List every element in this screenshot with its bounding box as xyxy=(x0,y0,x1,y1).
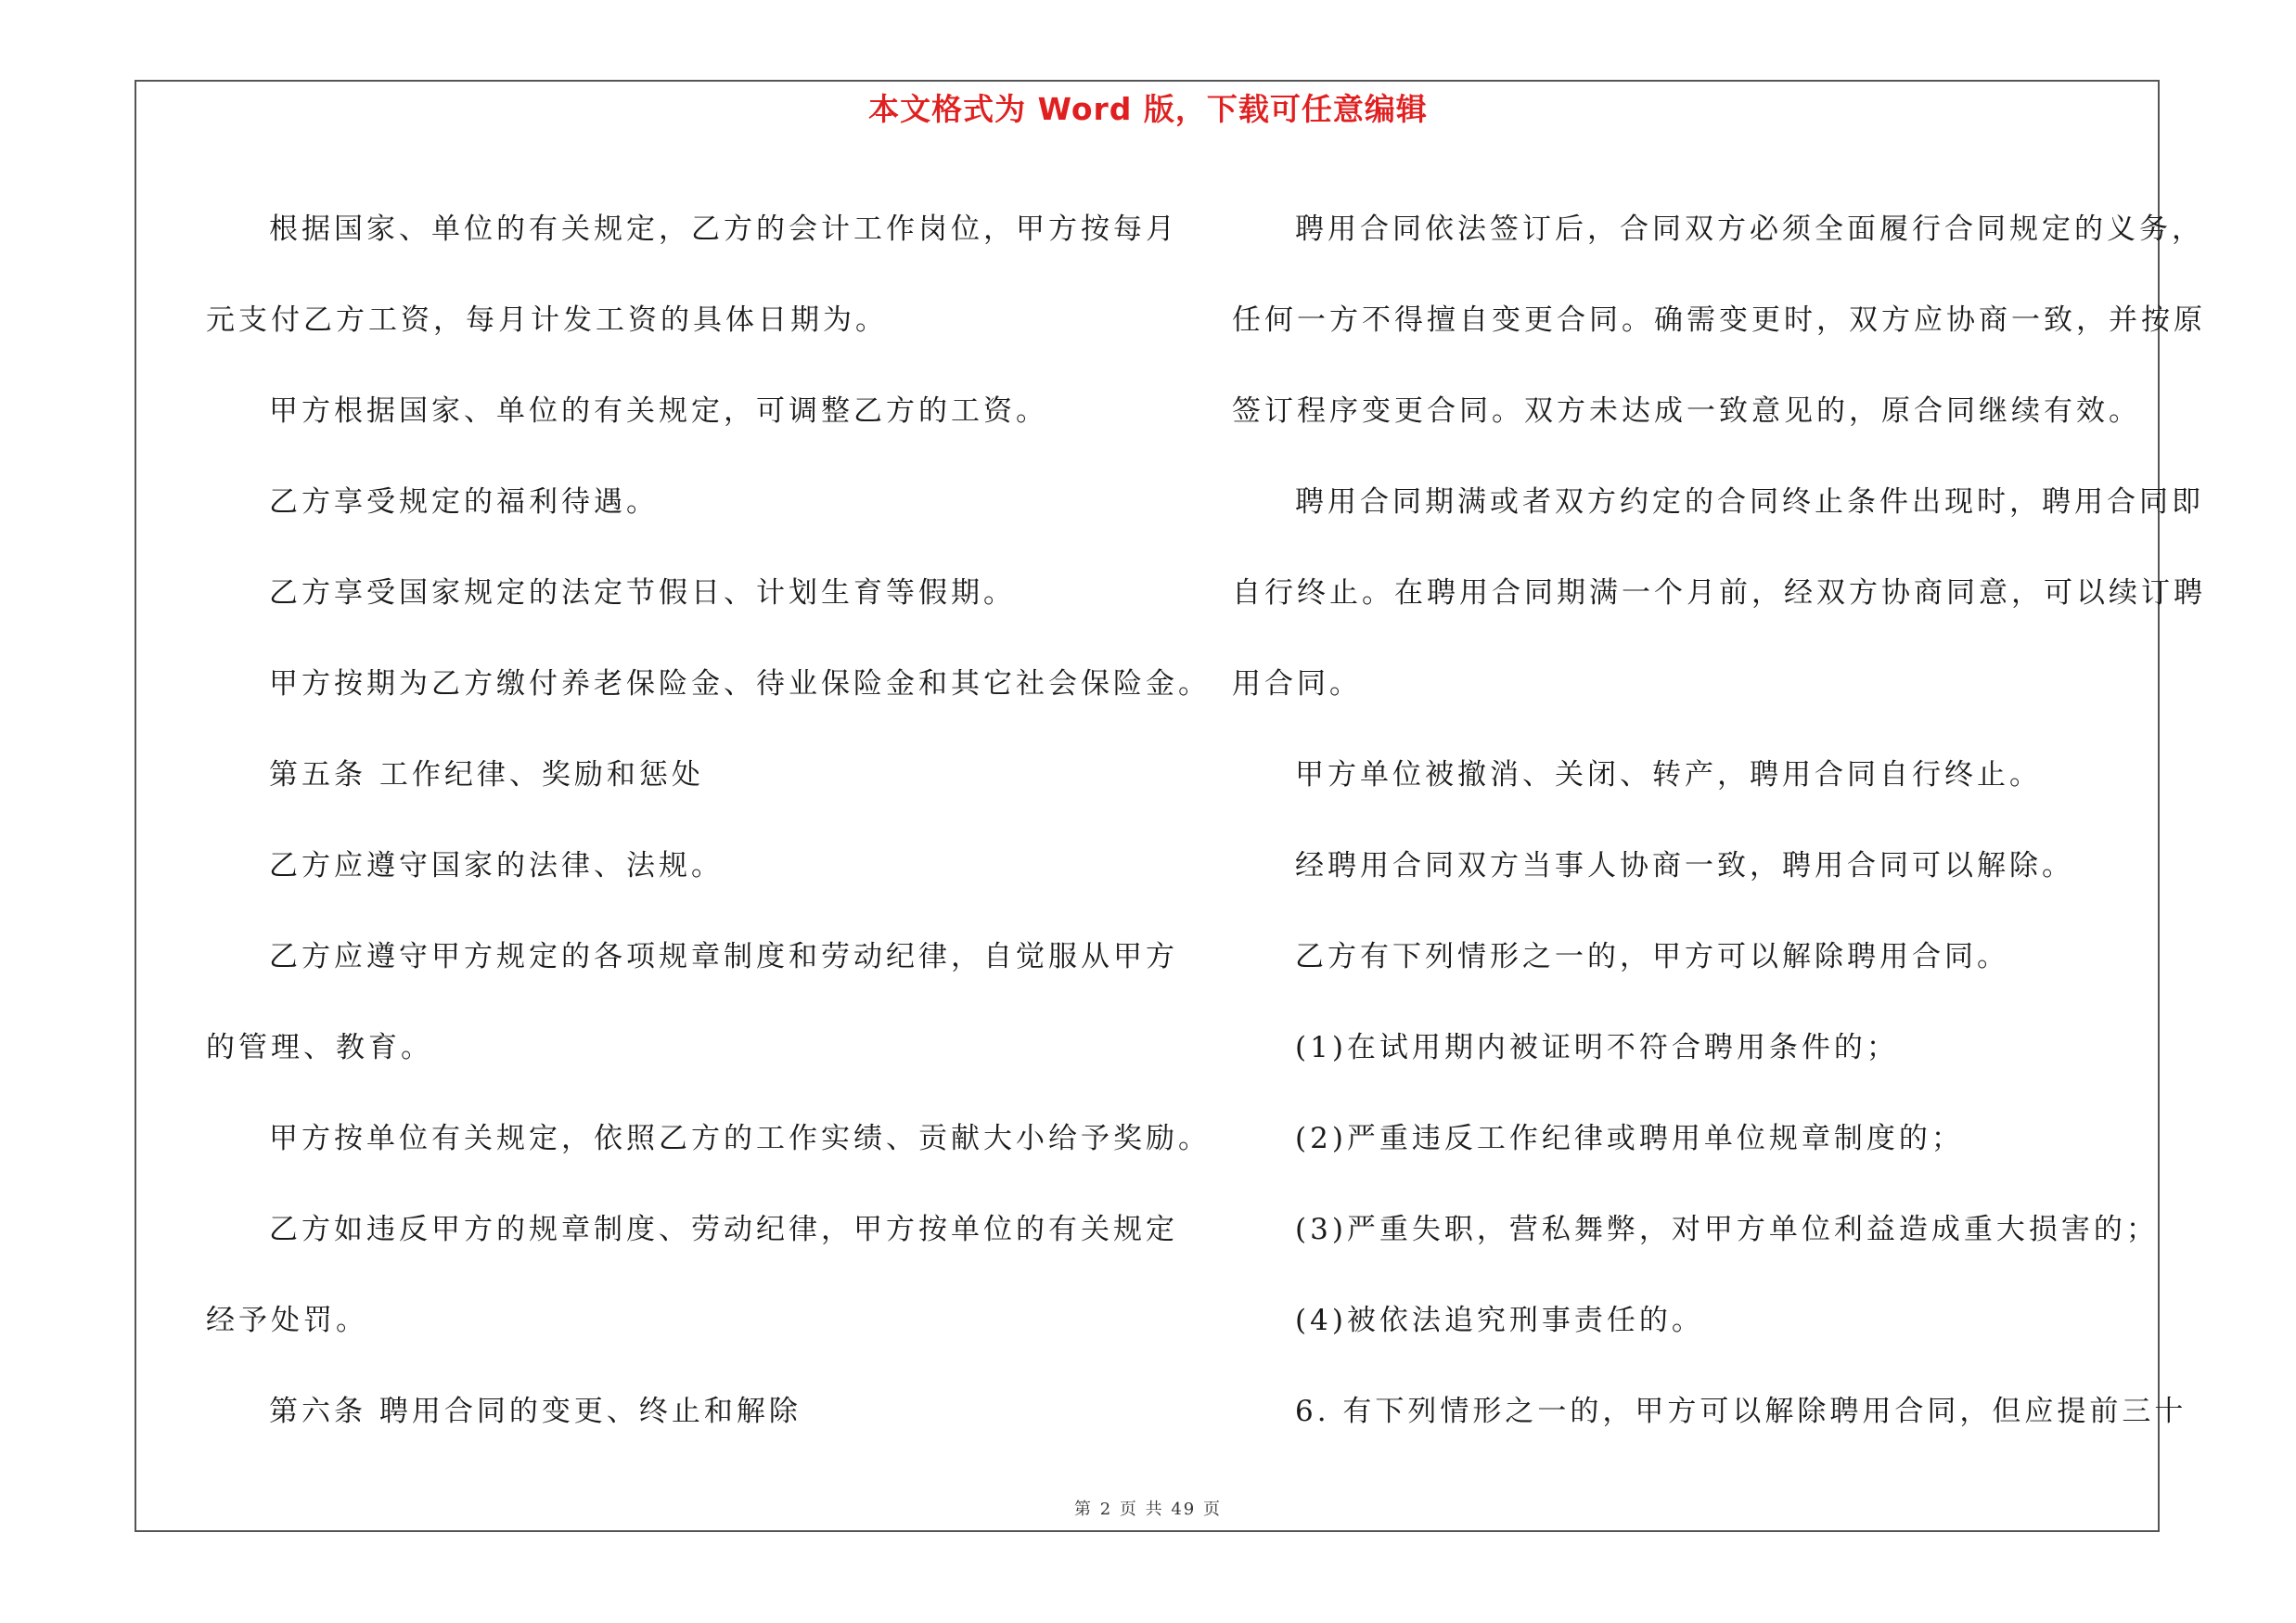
paragraph-line: 乙方应遵守国家的法律、法规。 xyxy=(269,849,724,882)
paragraph-line: 乙方如违反甲方的规章制度、劳动纪律，甲方按单位的有关规定 xyxy=(269,1213,1178,1246)
paragraph-line: 用合同。 xyxy=(1232,667,1362,701)
paragraph-line: 乙方享受规定的福利待遇。 xyxy=(269,485,659,519)
paragraph-line: 聘用合同依法签订后，合同双方必须全面履行合同规定的义务， xyxy=(1295,213,2204,246)
right-text-column xyxy=(1232,184,2206,1457)
paragraph-line: 经聘用合同双方当事人协商一致，聘用合同可以解除。 xyxy=(1295,849,2074,882)
paragraph-line: 经予处罚。 xyxy=(206,1304,368,1337)
paragraph-line: 任何一方不得擅自变更合同。确需变更时，双方应协商一致，并按原 xyxy=(1232,303,2206,337)
paragraph-line: 甲方根据国家、单位的有关规定，可调整乙方的工资。 xyxy=(269,394,1048,428)
left-text-column xyxy=(206,184,1211,1457)
paragraph-line: 6. 有下列情形之一的，甲方可以解除聘用合同，但应提前三十 xyxy=(1295,1395,2187,1428)
page-number-footer: 第 2 页 共 49 页 xyxy=(1074,1500,1222,1519)
paragraph-line: 签订程序变更合同。双方未达成一致意见的，原合同继续有效。 xyxy=(1232,394,2141,428)
paragraph-line: 第五条 工作纪律、奖励和惩处 xyxy=(269,758,704,792)
paragraph-line: (1)在试用期内被证明不符合聘用条件的； xyxy=(1295,1031,1899,1064)
paragraph-line: 元支付乙方工资，每月计发工资的具体日期为。 xyxy=(206,303,888,337)
editable-notice-banner: 本文格式为 Word 版，下载可任意编辑 xyxy=(868,91,1428,127)
paragraph-line: (3)严重失职，营私舞弊，对甲方单位利益造成重大损害的； xyxy=(1295,1213,2159,1246)
paragraph-line: 根据国家、单位的有关规定，乙方的会计工作岗位，甲方按每月 xyxy=(269,213,1178,246)
paragraph-line: (2)严重违反工作纪律或聘用单位规章制度的； xyxy=(1295,1122,1964,1155)
paragraph-line: (4)被依法追究刑事责任的。 xyxy=(1295,1304,1704,1337)
paragraph-line: 第六条 聘用合同的变更、终止和解除 xyxy=(269,1395,802,1428)
paragraph-line: 甲方按单位有关规定，依照乙方的工作实绩、贡献大小给予奖励。 xyxy=(269,1122,1211,1155)
paragraph-line: 的管理、教育。 xyxy=(206,1031,433,1064)
paragraph-line: 聘用合同期满或者双方约定的合同终止条件出现时，聘用合同即 xyxy=(1295,485,2204,519)
paragraph-line: 甲方按期为乙方缴付养老保险金、待业保险金和其它社会保险金。 xyxy=(269,667,1211,701)
paragraph-line: 乙方享受国家规定的法定节假日、计划生育等假期。 xyxy=(269,576,1016,610)
paragraph-line: 乙方有下列情形之一的，甲方可以解除聘用合同。 xyxy=(1295,940,2009,973)
paragraph-line: 乙方应遵守甲方规定的各项规章制度和劳动纪律，自觉服从甲方 xyxy=(269,940,1178,973)
paragraph-line: 甲方单位被撤消、关闭、转产，聘用合同自行终止。 xyxy=(1295,758,2042,792)
paragraph-line: 自行终止。在聘用合同期满一个月前，经双方协商同意，可以续订聘 xyxy=(1232,576,2206,610)
